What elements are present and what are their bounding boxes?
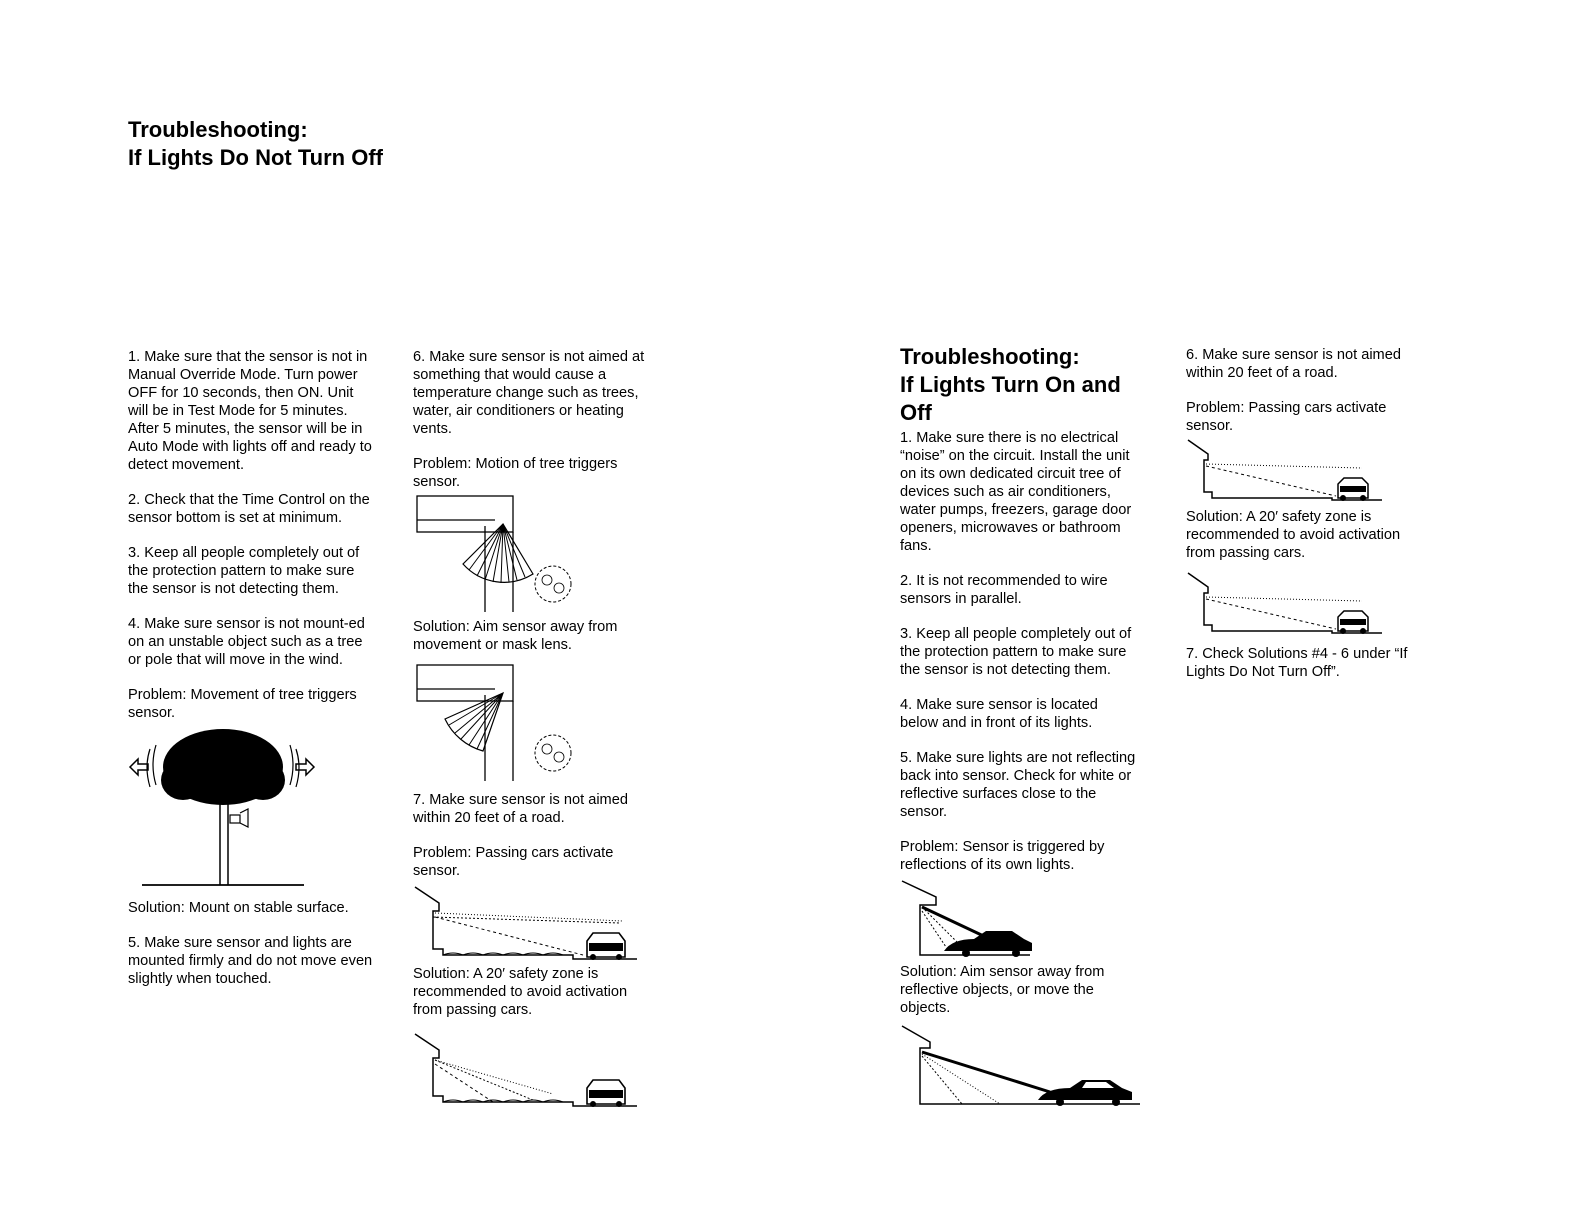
solution-safety-zone: Solution: A 20′ safety zone is recommended to avoid activation from passing cars. (413, 966, 628, 1018)
step-1: 1. Make sure that the sensor is not in Manual Override Mode. Turn power OFF for 10 seconds, then ON. Unit will be in Test Mode for 5 minutes. After 5 minutes, the sensor will be in Auto Mode with lights off and ready to detect movement. (128, 349, 372, 473)
step-6: 6. Make sure sensor is not aimed at something that would cause a temperature change such as trees, water, air conditioners or heating vents. (413, 349, 645, 437)
left-column-1 (128, 348, 373, 1005)
step-6: 6. Make sure sensor is not aimed within 20 feet of a road. (1186, 347, 1401, 381)
page-title-left (128, 116, 383, 172)
road-car-safe-illustration (1186, 571, 1426, 637)
right-column-2 (1186, 346, 1426, 698)
problem-reflections: Problem: Sensor is triggered by reflections of its own lights. (900, 839, 1105, 873)
reflection-car-illustration (900, 877, 1140, 963)
step-5: 5. Make sure lights are not reflecting back into sensor. Check for white or reflective surfaces close to the sensor. (900, 750, 1136, 820)
road-car-safe-illustration (413, 1030, 653, 1108)
solution-safety-zone: Solution: A 20′ safety zone is recommended to avoid activation from passing cars. (1186, 509, 1401, 561)
step-2: 2. It is not recommended to wire sensors in parallel. (900, 573, 1108, 607)
problem-passing-cars: Problem: Passing cars activate sensor. (1186, 400, 1387, 434)
solution-aim-away: Solution: Aim sensor away from movement or mask lens. (413, 619, 618, 653)
page-title-right (900, 343, 1140, 427)
step-7: 7. Check Solutions #4 - 6 under “If Lights Do Not Turn Off”. (1186, 646, 1408, 680)
left-column-2 (413, 348, 653, 1112)
right-column-1 (900, 343, 1140, 1116)
step-3: 3. Keep all people completely out of the protection pattern to make sure the sensor is not detecting them. (900, 626, 1132, 678)
problem-tree-motion: Problem: Motion of tree triggers sensor. (413, 456, 618, 490)
tree-illustration (128, 725, 373, 895)
title-line-2: If Lights Turn On and Off (900, 372, 1121, 425)
sensor-aimed-away-illustration (413, 663, 653, 783)
road-car-illustration (413, 883, 653, 961)
road-car-illustration (1186, 438, 1426, 504)
problem-passing-cars: Problem: Passing cars activate sensor. (413, 845, 614, 879)
title-line-1: Troubleshooting: (128, 117, 308, 142)
solution-aim-away-reflective: Solution: Aim sensor away from reflective objects, or move the objects. (900, 964, 1105, 1016)
step-5: 5. Make sure sensor and lights are mounted firmly and do not move even slightly when touched. (128, 935, 373, 987)
reflection-car-aimed-illustration (900, 1022, 1140, 1112)
step-2: 2. Check that the Time Control on the sensor bottom is set at minimum. (128, 492, 370, 526)
title-line-1: Troubleshooting: (900, 344, 1080, 369)
title-line-2: If Lights Do Not Turn Off (128, 145, 383, 170)
step-4: 4. Make sure sensor is not mount-ed on an unstable object such as a tree or pole that will move in the wind. (128, 616, 365, 668)
step-3: 3. Keep all people completely out of the protection pattern to make sure the sensor is not detecting them. (128, 545, 360, 597)
sensor-aimed-at-tree-illustration (413, 494, 653, 614)
solution-stable-surface: Solution: Mount on stable surface. (128, 900, 349, 916)
step-7: 7. Make sure sensor is not aimed within 20 feet of a road. (413, 792, 628, 826)
problem-tree-movement: Problem: Movement of tree triggers sensor. (128, 687, 357, 721)
step-1: 1. Make sure there is no electrical “noise” on the circuit. Install the unit on its own dedicated circuit tree of devices such as air conditioners, water pumps, freezers, garage door openers, microwaves or bathroom fans. (900, 430, 1132, 554)
step-4: 4. Make sure sensor is located below and in front of its lights. (900, 697, 1098, 731)
